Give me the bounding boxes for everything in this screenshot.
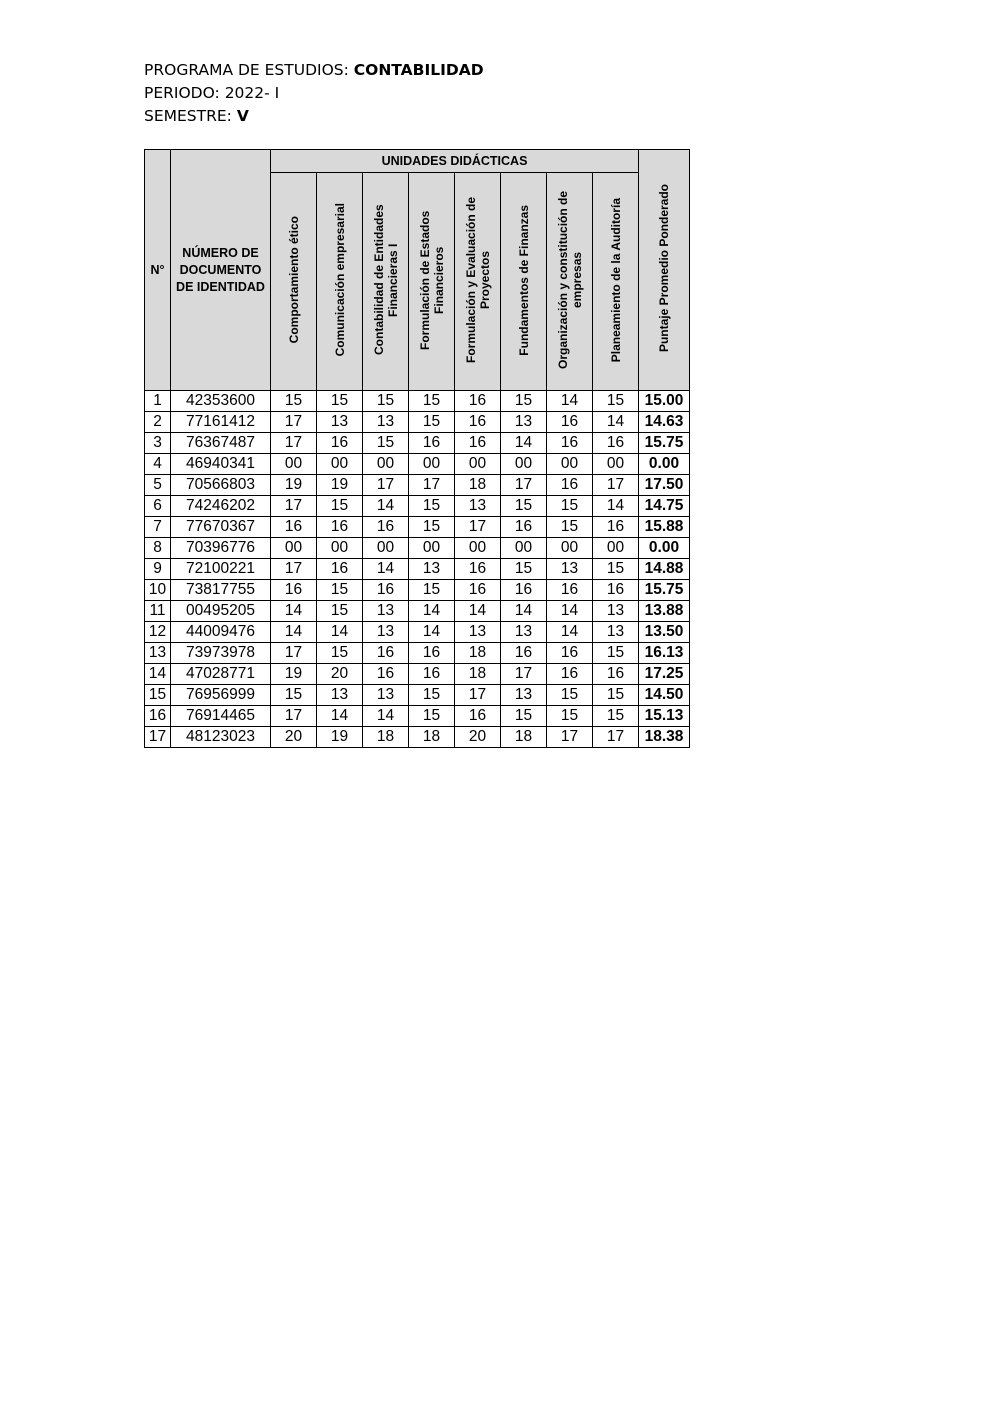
grade-cell: 16: [363, 517, 409, 538]
grade-cell: 17: [271, 706, 317, 727]
grade-cell: 15: [593, 706, 639, 727]
grade-cell: 14: [501, 433, 547, 454]
grade-cell: 16: [501, 517, 547, 538]
grade-cell: 16: [593, 433, 639, 454]
grade-cell: 14: [547, 622, 593, 643]
grade-cell: 16: [501, 580, 547, 601]
document-header: [144, 59, 484, 128]
grade-cell: 17: [455, 685, 501, 706]
grade-cell: 16: [455, 412, 501, 433]
average-cell: 14.75: [639, 496, 690, 517]
table-row: [145, 622, 690, 643]
grade-cell: 15: [317, 643, 363, 664]
grade-cell: 16: [363, 664, 409, 685]
average-cell: 18.38: [639, 727, 690, 748]
average-cell: 0.00: [639, 538, 690, 559]
grade-cell: 14: [317, 622, 363, 643]
grade-cell: 17: [593, 727, 639, 748]
grade-cell: 17: [271, 433, 317, 454]
average-cell: 15.00: [639, 391, 690, 412]
unit-header-label: Contabilidad de Entidades Financieras I: [371, 204, 400, 356]
document-number-cell: 77670367: [171, 517, 271, 538]
grade-cell: 17: [455, 517, 501, 538]
grade-cell: 13: [317, 685, 363, 706]
table-row: [145, 601, 690, 622]
table-row: [145, 412, 690, 433]
document-number-cell: 76367487: [171, 433, 271, 454]
grade-cell: 15: [547, 685, 593, 706]
unit-header-label: Comportamiento ético: [286, 216, 301, 344]
grade-cell: 15: [547, 496, 593, 517]
grade-cell: 15: [501, 391, 547, 412]
row-number-cell: 11: [145, 601, 171, 622]
grade-cell: 17: [593, 475, 639, 496]
grade-cell: 18: [363, 727, 409, 748]
document-number-cell: 47028771: [171, 664, 271, 685]
average-cell: 17.50: [639, 475, 690, 496]
grade-cell: 15: [593, 559, 639, 580]
grade-cell: 15: [501, 706, 547, 727]
grade-cell: 14: [455, 601, 501, 622]
grade-cell: 00: [547, 538, 593, 559]
grade-cell: 13: [455, 496, 501, 517]
grade-cell: 14: [593, 496, 639, 517]
column-header-document: NÚMERO DE DOCUMENTO DE IDENTIDAD: [171, 150, 271, 391]
grade-cell: 16: [501, 643, 547, 664]
row-number-cell: 1: [145, 391, 171, 412]
grade-cell: 00: [271, 538, 317, 559]
grade-cell: 14: [547, 391, 593, 412]
grade-cell: 16: [409, 433, 455, 454]
grade-cell: 19: [317, 475, 363, 496]
average-cell: 0.00: [639, 454, 690, 475]
grade-cell: 13: [501, 685, 547, 706]
grade-cell: 13: [363, 685, 409, 706]
grades-table: [144, 149, 690, 748]
grade-cell: 20: [271, 727, 317, 748]
unit-header-label: Comunicación empresarial: [332, 203, 347, 357]
row-number-cell: 15: [145, 685, 171, 706]
grade-cell: 00: [271, 454, 317, 475]
grade-cell: 15: [317, 496, 363, 517]
document-number-cell: 48123023: [171, 727, 271, 748]
column-header-unit: [409, 173, 455, 391]
unit-header-label: Formulación de Estados Financieros: [417, 210, 446, 350]
grade-cell: 17: [501, 664, 547, 685]
row-number-cell: 9: [145, 559, 171, 580]
table-row: [145, 643, 690, 664]
grade-cell: 18: [409, 727, 455, 748]
grade-cell: 15: [593, 685, 639, 706]
row-number-cell: 12: [145, 622, 171, 643]
grade-cell: 15: [501, 496, 547, 517]
table-row: [145, 454, 690, 475]
table-row: [145, 475, 690, 496]
grade-cell: 19: [271, 475, 317, 496]
document-number-cell: 74246202: [171, 496, 271, 517]
grade-cell: 13: [409, 559, 455, 580]
grade-cell: 17: [271, 496, 317, 517]
grade-cell: 00: [501, 454, 547, 475]
semester-line: [144, 105, 484, 128]
grade-cell: 19: [271, 664, 317, 685]
document-number-cell: 00495205: [171, 601, 271, 622]
grade-cell: 14: [317, 706, 363, 727]
row-number-cell: 16: [145, 706, 171, 727]
row-number-cell: 4: [145, 454, 171, 475]
grade-cell: 13: [363, 601, 409, 622]
grade-cell: 00: [455, 454, 501, 475]
grade-cell: 15: [409, 706, 455, 727]
average-cell: 13.50: [639, 622, 690, 643]
grade-cell: 17: [271, 643, 317, 664]
table-row: [145, 664, 690, 685]
grade-cell: 16: [547, 643, 593, 664]
grade-cell: 15: [271, 391, 317, 412]
grade-cell: 16: [409, 643, 455, 664]
document-number-cell: 42353600: [171, 391, 271, 412]
grade-cell: 16: [317, 517, 363, 538]
grade-cell: 16: [547, 664, 593, 685]
row-number-cell: 2: [145, 412, 171, 433]
grade-cell: 17: [271, 559, 317, 580]
document-number-cell: 46940341: [171, 454, 271, 475]
grade-cell: 14: [363, 496, 409, 517]
grade-cell: 14: [409, 601, 455, 622]
grade-cell: 00: [409, 454, 455, 475]
grade-cell: 17: [409, 475, 455, 496]
grade-cell: 14: [547, 601, 593, 622]
table-row: [145, 685, 690, 706]
column-header-number: N°: [145, 150, 171, 391]
grade-cell: 16: [547, 580, 593, 601]
document-number-cell: 76914465: [171, 706, 271, 727]
average-header-label: Puntaje Promedio Ponderado: [657, 184, 671, 353]
grade-cell: 18: [455, 643, 501, 664]
average-cell: 15.88: [639, 517, 690, 538]
document-number-cell: 73973978: [171, 643, 271, 664]
grade-cell: 16: [317, 559, 363, 580]
grade-cell: 17: [363, 475, 409, 496]
table-row: [145, 727, 690, 748]
grade-cell: 14: [363, 559, 409, 580]
grade-cell: 16: [455, 391, 501, 412]
grade-cell: 15: [317, 580, 363, 601]
grade-cell: 18: [501, 727, 547, 748]
row-number-cell: 8: [145, 538, 171, 559]
grade-cell: 18: [455, 475, 501, 496]
column-header-unit: [271, 173, 317, 391]
average-cell: 16.13: [639, 643, 690, 664]
table-row: [145, 538, 690, 559]
unit-header-label: Planeamiento de la Auditoría: [608, 197, 623, 363]
grade-cell: 16: [409, 664, 455, 685]
table-body: [145, 391, 690, 748]
grade-cell: 16: [455, 580, 501, 601]
column-header-unit: [317, 173, 363, 391]
average-cell: 15.13: [639, 706, 690, 727]
row-number-cell: 5: [145, 475, 171, 496]
row-number-cell: 13: [145, 643, 171, 664]
grade-cell: 15: [271, 685, 317, 706]
semester-label: SEMESTRE:: [144, 107, 237, 125]
column-header-unit: [593, 173, 639, 391]
grade-cell: 13: [593, 601, 639, 622]
grade-cell: 00: [363, 454, 409, 475]
grade-cell: 16: [271, 580, 317, 601]
grade-cell: 14: [363, 706, 409, 727]
grade-cell: 17: [271, 412, 317, 433]
grade-cell: 16: [547, 475, 593, 496]
grade-cell: 14: [593, 412, 639, 433]
row-number-cell: 7: [145, 517, 171, 538]
grade-cell: 14: [271, 622, 317, 643]
average-cell: 14.50: [639, 685, 690, 706]
program-label: PROGRAMA DE ESTUDIOS:: [144, 61, 354, 79]
grade-cell: 14: [501, 601, 547, 622]
grade-cell: 15: [593, 643, 639, 664]
grade-cell: 00: [317, 538, 363, 559]
grade-cell: 16: [547, 433, 593, 454]
period-line: PERIODO: 2022- I: [144, 84, 280, 102]
grade-cell: 00: [593, 538, 639, 559]
table-row: [145, 391, 690, 412]
document-number-cell: 73817755: [171, 580, 271, 601]
table-row: [145, 559, 690, 580]
group-header-units: UNIDADES DIDÁCTICAS: [271, 150, 639, 173]
unit-header-label: Organización y constitución de empresas: [555, 190, 584, 370]
grade-cell: 13: [363, 412, 409, 433]
grade-cell: 15: [317, 601, 363, 622]
grade-cell: 16: [547, 412, 593, 433]
column-header-unit: [501, 173, 547, 391]
grade-cell: 00: [501, 538, 547, 559]
document-number-cell: 76956999: [171, 685, 271, 706]
semester-value: V: [236, 107, 249, 125]
document-number-cell: 70566803: [171, 475, 271, 496]
grade-cell: 18: [455, 664, 501, 685]
table-row: [145, 433, 690, 454]
table-header: [145, 150, 690, 391]
grade-cell: 00: [593, 454, 639, 475]
grade-cell: 16: [363, 643, 409, 664]
grade-cell: 16: [455, 706, 501, 727]
column-header-average: [639, 150, 690, 391]
average-cell: 13.88: [639, 601, 690, 622]
grade-cell: 16: [455, 433, 501, 454]
table-row: [145, 517, 690, 538]
grade-cell: 15: [409, 391, 455, 412]
grade-cell: 15: [409, 517, 455, 538]
table-row: [145, 496, 690, 517]
grade-cell: 16: [317, 433, 363, 454]
program-line: [144, 59, 484, 82]
grade-cell: 16: [363, 580, 409, 601]
grade-cell: 16: [593, 664, 639, 685]
grade-cell: 20: [455, 727, 501, 748]
average-cell: 15.75: [639, 580, 690, 601]
grade-cell: 13: [317, 412, 363, 433]
grade-cell: 16: [593, 580, 639, 601]
grade-cell: 15: [547, 706, 593, 727]
row-number-cell: 14: [145, 664, 171, 685]
grade-cell: 00: [455, 538, 501, 559]
grade-cell: 15: [317, 391, 363, 412]
table-row: [145, 580, 690, 601]
document-number-cell: 72100221: [171, 559, 271, 580]
grade-cell: 13: [593, 622, 639, 643]
grade-cell: 15: [363, 433, 409, 454]
column-header-unit: [455, 173, 501, 391]
grade-cell: 16: [271, 517, 317, 538]
grade-cell: 14: [409, 622, 455, 643]
grade-cell: 17: [547, 727, 593, 748]
grade-cell: 13: [455, 622, 501, 643]
unit-header-label: Fundamentos de Finanzas: [516, 204, 531, 356]
grade-cell: 15: [501, 559, 547, 580]
grade-cell: 13: [363, 622, 409, 643]
grade-cell: 15: [409, 496, 455, 517]
average-cell: 14.63: [639, 412, 690, 433]
grade-cell: 15: [409, 685, 455, 706]
table-row: [145, 706, 690, 727]
program-value: CONTABILIDAD: [353, 61, 484, 79]
row-number-cell: 10: [145, 580, 171, 601]
grade-cell: 15: [409, 580, 455, 601]
grade-cell: 16: [455, 559, 501, 580]
document-number-cell: 77161412: [171, 412, 271, 433]
average-cell: 17.25: [639, 664, 690, 685]
row-number-cell: 17: [145, 727, 171, 748]
grade-cell: 13: [501, 412, 547, 433]
average-cell: 15.75: [639, 433, 690, 454]
column-header-unit: [547, 173, 593, 391]
grade-cell: 20: [317, 664, 363, 685]
row-number-cell: 6: [145, 496, 171, 517]
grade-cell: 00: [409, 538, 455, 559]
document-number-cell: 70396776: [171, 538, 271, 559]
grade-cell: 16: [593, 517, 639, 538]
grade-cell: 17: [501, 475, 547, 496]
grade-cell: 13: [547, 559, 593, 580]
grade-cell: 00: [363, 538, 409, 559]
grade-cell: 15: [593, 391, 639, 412]
unit-header-label: Formulación y Evaluación de Proyectos: [463, 196, 492, 364]
grade-cell: 15: [363, 391, 409, 412]
grade-cell: 15: [409, 412, 455, 433]
row-number-cell: 3: [145, 433, 171, 454]
grade-cell: 13: [501, 622, 547, 643]
column-header-unit: [363, 173, 409, 391]
document-number-cell: 44009476: [171, 622, 271, 643]
average-cell: 14.88: [639, 559, 690, 580]
grade-cell: 19: [317, 727, 363, 748]
grade-cell: 14: [271, 601, 317, 622]
grade-cell: 15: [547, 517, 593, 538]
grade-cell: 00: [547, 454, 593, 475]
grade-cell: 00: [317, 454, 363, 475]
